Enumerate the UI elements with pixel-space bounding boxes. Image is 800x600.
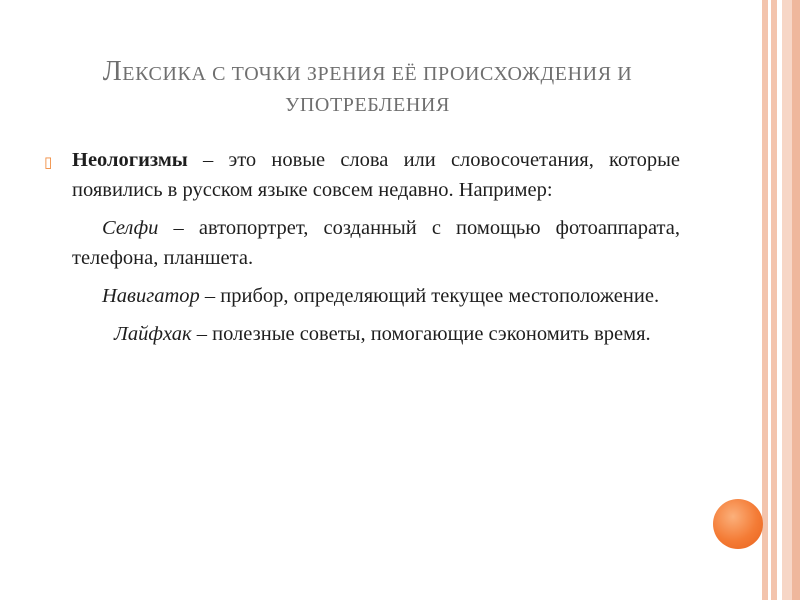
example-item <box>72 319 680 349</box>
example-word: Лайфхак <box>114 323 192 345</box>
example-item <box>72 213 680 273</box>
bullet-icon: ▯ <box>44 153 53 171</box>
example-word: Селфи <box>102 217 159 239</box>
example-text: – прибор, определяющий текущее местоположение. <box>199 285 660 307</box>
title-initial: Л <box>102 56 123 87</box>
title-line-2: УПОТРЕБЛЕНИЯ <box>285 94 450 116</box>
decor-circle <box>713 499 763 549</box>
title-line-1 <box>102 56 633 87</box>
decor-stripe <box>782 0 792 600</box>
decor-stripe <box>771 0 777 600</box>
decor-stripe <box>762 0 768 600</box>
slide-body <box>44 145 680 357</box>
slide-title <box>55 56 680 121</box>
definition-text: – это новые слова или словосочетания, которые появились в русском языке совсем недавно. Например: <box>72 149 680 201</box>
definition-paragraph <box>44 145 680 205</box>
example-word: Навигатор <box>102 285 200 307</box>
title-line-1-rest: ЕКСИКА С ТОЧКИ ЗРЕНИЯ ЕЁ ПРОИСХОЖДЕНИЯ И <box>122 63 633 85</box>
definition-term: Неологизмы <box>72 149 188 171</box>
example-text: – автопортрет, созданный с помощью фотоаппарата, телефона, планшета. <box>72 217 680 269</box>
example-item <box>72 281 680 311</box>
example-text: – полезные советы, помогающие сэкономить время. <box>191 323 651 345</box>
decor-stripe <box>792 0 800 600</box>
